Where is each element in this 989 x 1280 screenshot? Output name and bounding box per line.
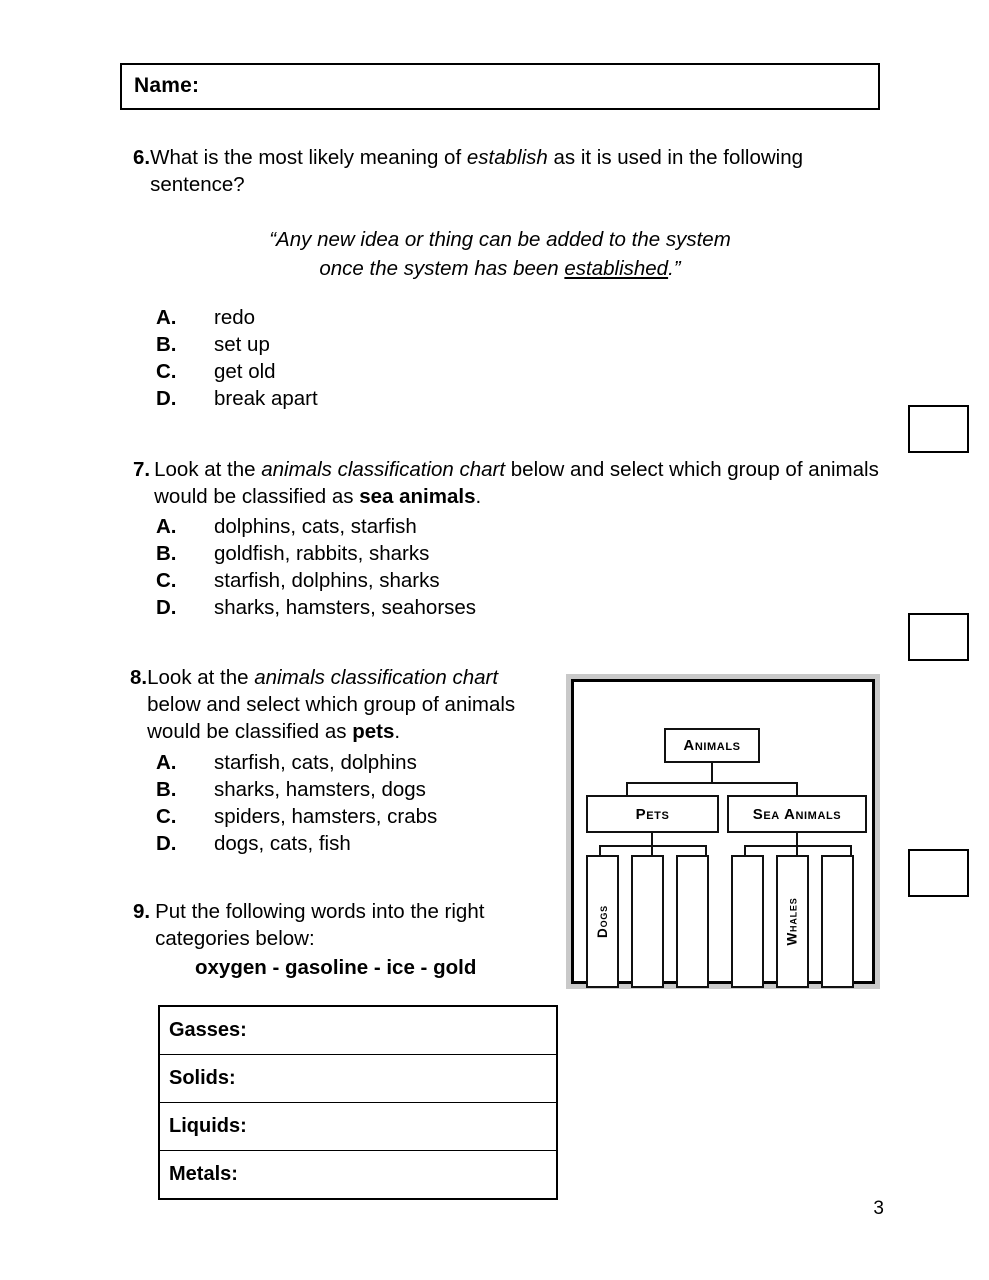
category-cell-liquids[interactable]: Liquids: [159, 1103, 557, 1151]
chart-inner-area [571, 679, 875, 984]
question-9 [133, 898, 543, 981]
question-7-number: 7. [133, 458, 151, 481]
category-cell-metals[interactable]: Metals: [159, 1151, 557, 1200]
question-8 [130, 664, 555, 745]
chart-leaf-sea-2[interactable] [776, 855, 809, 988]
question-6-number: 6. [133, 146, 151, 169]
q7-text-after: . [475, 485, 482, 508]
connector-pets-bar [599, 845, 707, 847]
question-8-stem [130, 664, 555, 745]
q7-text-mid: below and select which group of animals would be classified as [154, 458, 879, 508]
question-6-quote [150, 225, 850, 283]
chart-leaf-pets-2[interactable] [631, 855, 664, 988]
option-8-a-letter: A. [156, 751, 177, 774]
table-row[interactable] [159, 1006, 557, 1055]
option-6-a-letter: A. [156, 306, 177, 329]
option-7-d-text: sharks, hamsters, seahorses [214, 596, 477, 619]
option-6-d-letter: D. [156, 387, 177, 410]
option-7-a-letter: A. [156, 515, 177, 538]
answer-box-3[interactable] [908, 849, 969, 897]
connector-root-stem [711, 763, 713, 783]
categories-table [158, 1005, 558, 1200]
question-7-options [156, 513, 656, 621]
question-6-options [156, 304, 556, 412]
option-7-b-letter: B. [156, 542, 177, 565]
option-8-b-text: sharks, hamsters, dogs [214, 778, 426, 801]
option-8-a-text: starfish, cats, dolphins [214, 751, 417, 774]
q6-text-before: What is the most likely meaning of [150, 146, 467, 169]
question-7-stem [133, 456, 885, 510]
table-row[interactable] [159, 1103, 557, 1151]
q8-text-mid: below and select which group of animals would be classified as [147, 693, 516, 743]
option-8-d-text: dogs, cats, fish [214, 832, 351, 855]
name-field-box[interactable] [120, 63, 880, 110]
chart-leaf-pets-1-label: Dogs [595, 905, 611, 938]
option-7-c-letter: C. [156, 569, 177, 592]
question-7 [133, 456, 885, 510]
option-7-c-text: starfish, dolphins, sharks [214, 569, 440, 592]
q8-text-italic: animals classification chart [254, 666, 499, 689]
q6-text-italic: establish [466, 146, 548, 169]
table-row[interactable] [159, 1151, 557, 1200]
connector-sea-bar [744, 845, 852, 847]
option-6-b[interactable] [156, 331, 556, 358]
option-6-a-text: redo [214, 306, 256, 329]
chart-node-sea-animals-label: Sea Animals [752, 805, 842, 823]
option-7-d[interactable] [156, 594, 656, 621]
connector-root-bar [626, 782, 798, 784]
option-6-b-text: set up [214, 333, 270, 356]
option-7-b-text: goldfish, rabbits, sharks [214, 542, 430, 565]
question-9-word-bank: oxygen - gasoline - ice - gold [195, 956, 477, 979]
question-7-text [154, 456, 885, 510]
option-7-a[interactable] [156, 513, 656, 540]
page-number: 3 [873, 1198, 884, 1219]
chart-node-animals-label: Animals [683, 737, 741, 754]
chart-leaf-pets-1[interactable] [586, 855, 619, 988]
q8-text-before: Look at the [147, 666, 255, 689]
quote-line-2-after: .” [668, 257, 681, 280]
option-6-d-text: break apart [214, 387, 318, 410]
question-8-number: 8. [130, 666, 148, 689]
category-cell-gasses[interactable]: Gasses: [159, 1006, 557, 1055]
chart-leaf-sea-3[interactable] [821, 855, 854, 988]
connector-pets-drop [626, 782, 628, 796]
chart-node-sea-animals [727, 795, 867, 833]
chart-leaf-sea-1[interactable] [731, 855, 764, 988]
option-8-b-letter: B. [156, 778, 177, 801]
q8-text-bold: pets [352, 720, 395, 743]
q6-text-after: as it is used in the following sentence? [150, 146, 804, 196]
question-9-text: Put the following words into the right categories below: [155, 900, 485, 950]
option-8-a[interactable] [156, 749, 556, 776]
option-6-c-text: get old [214, 360, 276, 383]
question-8-options [156, 749, 556, 857]
name-label: Name: [134, 74, 200, 97]
question-6-stem [133, 144, 885, 198]
answer-box-1[interactable] [908, 405, 969, 453]
option-6-c-letter: C. [156, 360, 177, 383]
option-8-c[interactable] [156, 803, 556, 830]
connector-sea-drop [796, 782, 798, 796]
option-8-d-letter: D. [156, 832, 177, 855]
q7-text-before: Look at the [154, 458, 262, 481]
option-7-b[interactable] [156, 540, 656, 567]
option-8-b[interactable] [156, 776, 556, 803]
q7-text-italic: animals classification chart [261, 458, 506, 481]
option-8-c-letter: C. [156, 805, 177, 828]
option-7-d-letter: D. [156, 596, 177, 619]
chart-node-pets [586, 795, 719, 833]
option-6-d[interactable] [156, 385, 556, 412]
quote-line-2-underline: established [564, 257, 669, 280]
question-6 [133, 144, 885, 198]
question-9-number: 9. [133, 900, 151, 923]
q7-text-bold: sea animals [359, 485, 476, 508]
quote-line-2-before: once the system has been [319, 257, 565, 280]
animals-classification-chart [566, 674, 880, 989]
answer-box-2[interactable] [908, 613, 969, 661]
quote-line-1: “Any new idea or thing can be added to the system [269, 228, 731, 251]
option-8-d[interactable] [156, 830, 556, 857]
option-8-c-text: spiders, hamsters, crabs [214, 805, 438, 828]
chart-leaf-pets-3[interactable] [676, 855, 709, 988]
question-8-text [147, 664, 555, 745]
option-6-b-letter: B. [156, 333, 177, 356]
chart-node-pets-label: Pets [635, 805, 670, 823]
question-6-text [150, 144, 885, 198]
q8-text-after: . [394, 720, 401, 743]
question-9-stem [133, 898, 543, 952]
option-7-c[interactable] [156, 567, 656, 594]
option-7-a-text: dolphins, cats, starfish [214, 515, 417, 538]
chart-node-animals [664, 728, 760, 763]
option-6-c[interactable] [156, 358, 556, 385]
table-row[interactable] [159, 1055, 557, 1103]
category-cell-solids[interactable]: Solids: [159, 1055, 557, 1103]
chart-leaf-sea-2-label: Whales [785, 897, 801, 946]
option-6-a[interactable] [156, 304, 556, 331]
quote-line-2 [150, 254, 850, 283]
